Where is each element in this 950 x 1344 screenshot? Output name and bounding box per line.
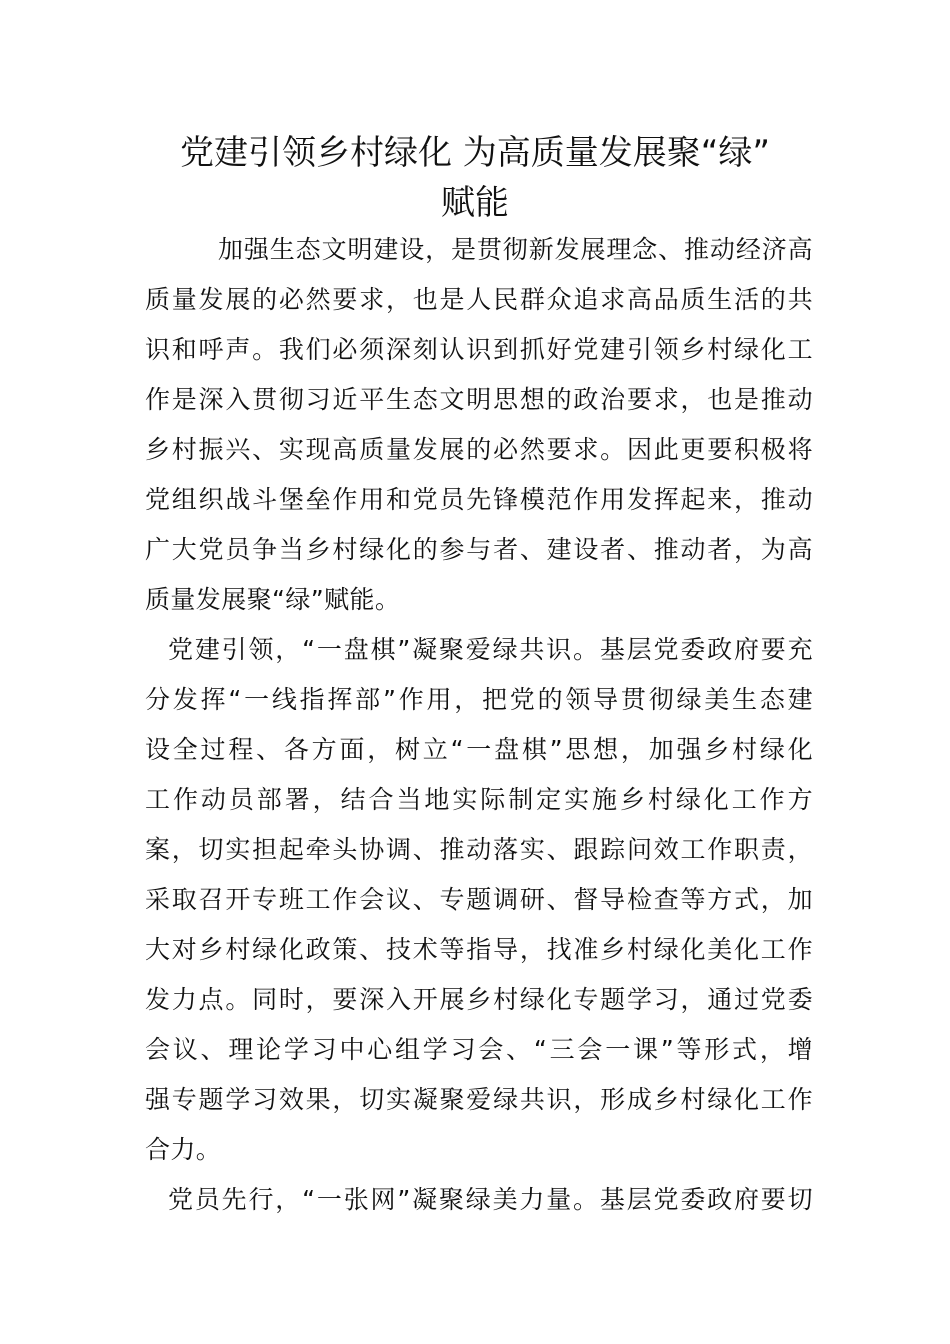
body-line: 质量发展聚“绿”赋能。 — [145, 585, 401, 614]
body-line: 案，切实担起牵头协调、推动落实、跟踪问效工作职责， — [145, 835, 813, 864]
body-line: 识和呼声。我们必须深刻认识到抓好党建引领乡村绿化工 — [145, 335, 813, 364]
body-line: 强专题学习效果，切实凝聚爱绿共识，形成乡村绿化工作 — [145, 1085, 813, 1114]
document-title-line-2: 赋能 — [441, 183, 509, 223]
body-line: 工作动员部署，结合当地实际制定实施乡村绿化工作方 — [145, 785, 813, 814]
body-line: 乡村振兴、实现高质量发展的必然要求。因此更要积极将 — [145, 435, 813, 464]
body-line: 分发挥“一线指挥部”作用，把党的领导贯彻绿美生态建 — [145, 685, 813, 714]
body-line: 发力点。同时，要深入开展乡村绿化专题学习，通过党委 — [145, 985, 813, 1014]
body-line: 设全过程、各方面，树立“一盘棋”思想，加强乡村绿化 — [145, 735, 813, 764]
body-line: 大对乡村绿化政策、技术等指导，找准乡村绿化美化工作 — [145, 935, 813, 964]
body-line: 会议、理论学习中心组学习会、“三会一课”等形式，增 — [145, 1035, 813, 1064]
body-line: 采取召开专班工作会议、专题调研、督导检查等方式，加 — [145, 885, 813, 914]
body-line: 党组织战斗堡垒作用和党员先锋模范作用发挥起来，推动 — [145, 485, 813, 514]
body-line: 党建引领，“一盘棋”凝聚爱绿共识。基层党委政府要充 — [168, 635, 813, 664]
body-line: 质量发展的必然要求，也是人民群众追求高品质生活的共 — [145, 285, 813, 314]
body-line: 加强生态文明建设，是贯彻新发展理念、推动经济高 — [218, 235, 813, 264]
body-line: 广大党员争当乡村绿化的参与者、建设者、推动者，为高 — [145, 535, 813, 564]
body-line: 党员先行，“一张网”凝聚绿美力量。基层党委政府要切 — [168, 1185, 813, 1214]
body-line: 作是深入贯彻习近平生态文明思想的政治要求，也是推动 — [145, 385, 813, 414]
body-line: 合力。 — [145, 1135, 222, 1164]
document-title-line-1: 党建引领乡村绿化 为高质量发展聚“绿” — [179, 133, 771, 173]
